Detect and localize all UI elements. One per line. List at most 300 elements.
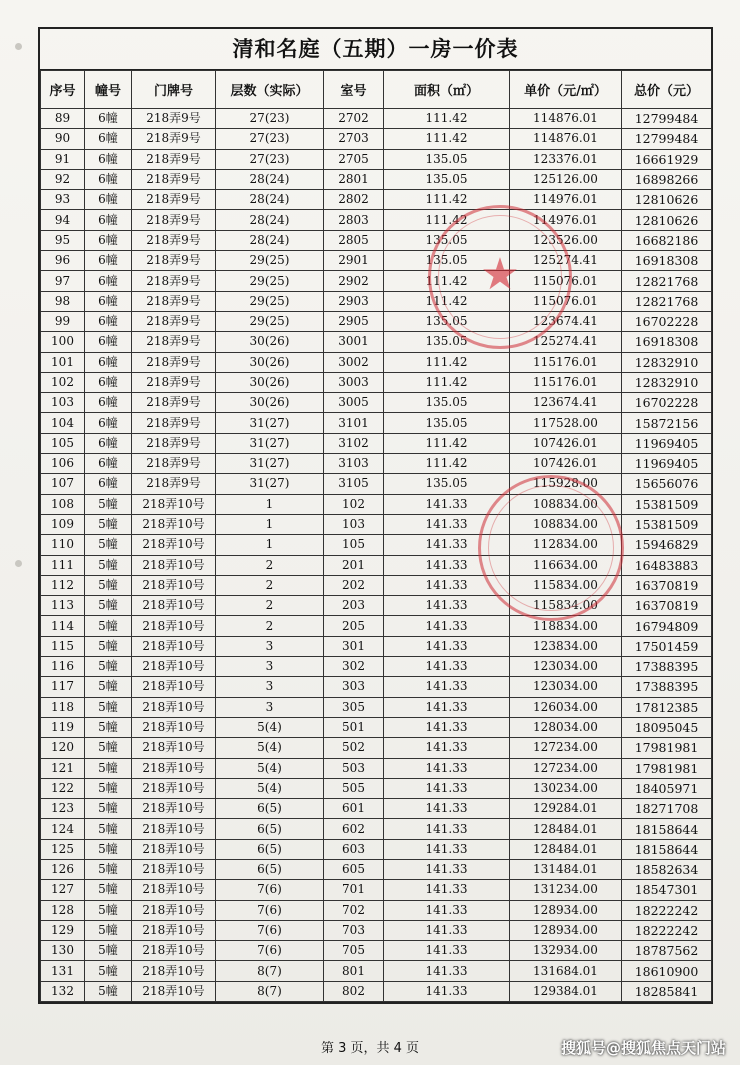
- cell-building: 6幢: [85, 210, 132, 230]
- table-row: [41, 413, 712, 433]
- cell-address: 218弄10号: [132, 778, 216, 798]
- cell-address: 218弄10号: [132, 738, 216, 758]
- cell-total-price: 18222242: [622, 920, 712, 940]
- cell-unit-price: 115928.00: [510, 474, 622, 494]
- cell-room: 302: [324, 657, 384, 677]
- cell-seq: 104: [41, 413, 85, 433]
- table-row: [41, 535, 712, 555]
- cell-room: 201: [324, 555, 384, 575]
- header-building: 幢号: [85, 71, 132, 109]
- cell-seq: 98: [41, 291, 85, 311]
- cell-room: 3005: [324, 393, 384, 413]
- cell-building: 5幢: [85, 616, 132, 636]
- table-row: [41, 169, 712, 189]
- cell-building: 5幢: [85, 596, 132, 616]
- cell-total-price: 16918308: [622, 251, 712, 271]
- cell-unit-price: 115834.00: [510, 596, 622, 616]
- cell-building: 6幢: [85, 372, 132, 392]
- cell-address: 218弄10号: [132, 819, 216, 839]
- cell-room: 2803: [324, 210, 384, 230]
- cell-area: 141.33: [384, 555, 510, 575]
- cell-unit-price: 115834.00: [510, 575, 622, 595]
- cell-address: 218弄10号: [132, 636, 216, 656]
- cell-unit-price: 127234.00: [510, 758, 622, 778]
- cell-building: 6幢: [85, 129, 132, 149]
- table-row: [41, 230, 712, 250]
- cell-total-price: 18787562: [622, 941, 712, 961]
- cell-floor: 3: [216, 697, 324, 717]
- cell-seq: 101: [41, 352, 85, 372]
- cell-area: 141.33: [384, 494, 510, 514]
- cell-building: 6幢: [85, 169, 132, 189]
- cell-address: 218弄10号: [132, 494, 216, 514]
- table-row: [41, 778, 712, 798]
- table-row: [41, 961, 712, 981]
- seal-star-icon: ★: [480, 248, 520, 300]
- cell-total-price: 12832910: [622, 352, 712, 372]
- cell-room: 2801: [324, 169, 384, 189]
- cell-total-price: 12810626: [622, 210, 712, 230]
- cell-address: 218弄9号: [132, 454, 216, 474]
- cell-area: 141.33: [384, 535, 510, 555]
- table-row: [41, 636, 712, 656]
- table-row: [41, 799, 712, 819]
- cell-building: 5幢: [85, 657, 132, 677]
- header-floor: 层数（实际）: [216, 71, 324, 109]
- cell-room: 2702: [324, 109, 384, 129]
- cell-address: 218弄10号: [132, 758, 216, 778]
- cell-room: 202: [324, 575, 384, 595]
- cell-room: 205: [324, 616, 384, 636]
- cell-unit-price: 123376.01: [510, 149, 622, 169]
- cell-area: 141.33: [384, 657, 510, 677]
- cell-room: 3002: [324, 352, 384, 372]
- table-row: [41, 332, 712, 352]
- cell-unit-price: 114876.01: [510, 109, 622, 129]
- cell-building: 5幢: [85, 677, 132, 697]
- cell-total-price: 17388395: [622, 657, 712, 677]
- cell-floor: 3: [216, 657, 324, 677]
- cell-seq: 95: [41, 230, 85, 250]
- page-footer: 第 3 页，共 4 页: [320, 1041, 420, 1056]
- cell-seq: 122: [41, 778, 85, 798]
- cell-unit-price: 123834.00: [510, 636, 622, 656]
- cell-seq: 119: [41, 717, 85, 737]
- cell-unit-price: 123674.41: [510, 393, 622, 413]
- cell-unit-price: 129284.01: [510, 799, 622, 819]
- cell-address: 218弄10号: [132, 799, 216, 819]
- cell-unit-price: 128934.00: [510, 900, 622, 920]
- cell-address: 218弄9号: [132, 251, 216, 271]
- cell-room: 603: [324, 839, 384, 859]
- cell-unit-price: 116634.00: [510, 555, 622, 575]
- cell-area: 141.33: [384, 717, 510, 737]
- table-row: [41, 514, 712, 534]
- header-unit-price: 单价（元/㎡）: [510, 71, 622, 109]
- cell-address: 218弄9号: [132, 291, 216, 311]
- cell-seq: 115: [41, 636, 85, 656]
- cell-total-price: 17981981: [622, 758, 712, 778]
- cell-room: 3001: [324, 332, 384, 352]
- cell-seq: 97: [41, 271, 85, 291]
- table-row: [41, 433, 712, 453]
- cell-building: 6幢: [85, 109, 132, 129]
- cell-seq: 113: [41, 596, 85, 616]
- cell-room: 2902: [324, 271, 384, 291]
- cell-seq: 123: [41, 799, 85, 819]
- table-row: [41, 372, 712, 392]
- cell-seq: 93: [41, 190, 85, 210]
- cell-address: 218弄10号: [132, 555, 216, 575]
- table-row: [41, 251, 712, 271]
- cell-area: 135.05: [384, 413, 510, 433]
- table-row: [41, 900, 712, 920]
- table-row: [41, 981, 712, 1001]
- cell-building: 5幢: [85, 941, 132, 961]
- cell-total-price: 18095045: [622, 717, 712, 737]
- cell-total-price: 17501459: [622, 636, 712, 656]
- cell-area: 111.42: [384, 190, 510, 210]
- cell-unit-price: 129384.01: [510, 981, 622, 1001]
- cell-seq: 92: [41, 169, 85, 189]
- cell-room: 705: [324, 941, 384, 961]
- table-title: 清和名庭（五期）一房一价表: [40, 29, 711, 70]
- cell-room: 802: [324, 981, 384, 1001]
- cell-area: 141.33: [384, 738, 510, 758]
- cell-building: 6幢: [85, 352, 132, 372]
- cell-total-price: 17812385: [622, 697, 712, 717]
- cell-seq: 124: [41, 819, 85, 839]
- cell-total-price: 17981981: [622, 738, 712, 758]
- cell-total-price: 18222242: [622, 900, 712, 920]
- cell-floor: 7(6): [216, 920, 324, 940]
- cell-total-price: 12821768: [622, 291, 712, 311]
- cell-area: 135.05: [384, 474, 510, 494]
- cell-area: 141.33: [384, 677, 510, 697]
- cell-seq: 117: [41, 677, 85, 697]
- cell-total-price: 18405971: [622, 778, 712, 798]
- cell-floor: 1: [216, 535, 324, 555]
- cell-address: 218弄9号: [132, 311, 216, 331]
- cell-floor: 2: [216, 616, 324, 636]
- cell-seq: 103: [41, 393, 85, 413]
- table-row: [41, 819, 712, 839]
- cell-seq: 116: [41, 657, 85, 677]
- cell-floor: 6(5): [216, 799, 324, 819]
- cell-building: 5幢: [85, 900, 132, 920]
- cell-floor: 5(4): [216, 758, 324, 778]
- table-row: [41, 596, 712, 616]
- cell-address: 218弄9号: [132, 109, 216, 129]
- cell-building: 5幢: [85, 555, 132, 575]
- cell-unit-price: 125274.41: [510, 332, 622, 352]
- cell-building: 5幢: [85, 981, 132, 1001]
- cell-address: 218弄10号: [132, 717, 216, 737]
- cell-floor: 31(27): [216, 433, 324, 453]
- cell-total-price: 12799484: [622, 129, 712, 149]
- cell-floor: 8(7): [216, 961, 324, 981]
- table-row: [41, 393, 712, 413]
- cell-building: 5幢: [85, 839, 132, 859]
- cell-room: 605: [324, 859, 384, 879]
- cell-unit-price: 131234.00: [510, 880, 622, 900]
- cell-seq: 127: [41, 880, 85, 900]
- cell-address: 218弄9号: [132, 393, 216, 413]
- cell-total-price: 15381509: [622, 494, 712, 514]
- cell-room: 301: [324, 636, 384, 656]
- cell-total-price: 11969405: [622, 454, 712, 474]
- cell-address: 218弄9号: [132, 352, 216, 372]
- cell-address: 218弄9号: [132, 474, 216, 494]
- cell-unit-price: 114876.01: [510, 129, 622, 149]
- cell-seq: 96: [41, 251, 85, 271]
- cell-seq: 126: [41, 859, 85, 879]
- cell-building: 6幢: [85, 311, 132, 331]
- cell-seq: 107: [41, 474, 85, 494]
- cell-floor: 3: [216, 677, 324, 697]
- cell-floor: 7(6): [216, 900, 324, 920]
- cell-seq: 91: [41, 149, 85, 169]
- cell-room: 203: [324, 596, 384, 616]
- cell-area: 135.05: [384, 332, 510, 352]
- cell-area: 111.42: [384, 433, 510, 453]
- table-row: [41, 880, 712, 900]
- cell-room: 602: [324, 819, 384, 839]
- cell-floor: 29(25): [216, 291, 324, 311]
- cell-floor: 30(26): [216, 332, 324, 352]
- cell-area: 141.33: [384, 859, 510, 879]
- cell-area: 141.33: [384, 880, 510, 900]
- cell-seq: 108: [41, 494, 85, 514]
- table-row: [41, 474, 712, 494]
- cell-building: 6幢: [85, 474, 132, 494]
- table-row: [41, 454, 712, 474]
- cell-area: 141.33: [384, 941, 510, 961]
- header-address: 门牌号: [132, 71, 216, 109]
- cell-seq: 125: [41, 839, 85, 859]
- cell-room: 2805: [324, 230, 384, 250]
- cell-room: 2802: [324, 190, 384, 210]
- cell-address: 218弄10号: [132, 941, 216, 961]
- cell-building: 6幢: [85, 332, 132, 352]
- cell-total-price: 16918308: [622, 332, 712, 352]
- cell-address: 218弄10号: [132, 880, 216, 900]
- cell-area: 141.33: [384, 819, 510, 839]
- cell-building: 5幢: [85, 636, 132, 656]
- table-row: [41, 738, 712, 758]
- header-seq: 序号: [41, 71, 85, 109]
- cell-address: 218弄10号: [132, 596, 216, 616]
- cell-address: 218弄10号: [132, 535, 216, 555]
- cell-total-price: 12810626: [622, 190, 712, 210]
- cell-seq: 132: [41, 981, 85, 1001]
- cell-floor: 5(4): [216, 778, 324, 798]
- cell-seq: 110: [41, 535, 85, 555]
- cell-seq: 102: [41, 372, 85, 392]
- cell-unit-price: 107426.01: [510, 454, 622, 474]
- cell-seq: 131: [41, 961, 85, 981]
- cell-unit-price: 126034.00: [510, 697, 622, 717]
- cell-total-price: 16483883: [622, 555, 712, 575]
- cell-address: 218弄9号: [132, 433, 216, 453]
- cell-room: 701: [324, 880, 384, 900]
- cell-unit-price: 128484.01: [510, 819, 622, 839]
- header-room: 室号: [324, 71, 384, 109]
- table-row: [41, 109, 712, 129]
- table-row: [41, 758, 712, 778]
- cell-total-price: 18158644: [622, 819, 712, 839]
- cell-unit-price: 128034.00: [510, 717, 622, 737]
- cell-area: 141.33: [384, 636, 510, 656]
- cell-address: 218弄10号: [132, 961, 216, 981]
- cell-building: 5幢: [85, 778, 132, 798]
- cell-area: 111.42: [384, 454, 510, 474]
- cell-floor: 28(24): [216, 230, 324, 250]
- table-row: [41, 129, 712, 149]
- cell-room: 703: [324, 920, 384, 940]
- cell-total-price: 16661929: [622, 149, 712, 169]
- cell-address: 218弄10号: [132, 839, 216, 859]
- cell-building: 5幢: [85, 738, 132, 758]
- cell-address: 218弄9号: [132, 271, 216, 291]
- cell-room: 303: [324, 677, 384, 697]
- cell-floor: 2: [216, 596, 324, 616]
- cell-floor: 27(23): [216, 149, 324, 169]
- header-total-price: 总价（元）: [622, 71, 712, 109]
- cell-floor: 28(24): [216, 190, 324, 210]
- cell-address: 218弄9号: [132, 413, 216, 433]
- cell-area: 141.33: [384, 758, 510, 778]
- cell-unit-price: 114976.01: [510, 190, 622, 210]
- cell-room: 501: [324, 717, 384, 737]
- cell-area: 135.05: [384, 230, 510, 250]
- cell-floor: 30(26): [216, 372, 324, 392]
- cell-building: 5幢: [85, 758, 132, 778]
- cell-seq: 128: [41, 900, 85, 920]
- cell-floor: 6(5): [216, 859, 324, 879]
- cell-room: 102: [324, 494, 384, 514]
- cell-total-price: 12832910: [622, 372, 712, 392]
- table-row: [41, 149, 712, 169]
- table-row: [41, 190, 712, 210]
- cell-seq: 89: [41, 109, 85, 129]
- cell-total-price: 15872156: [622, 413, 712, 433]
- cell-seq: 106: [41, 454, 85, 474]
- cell-floor: 7(6): [216, 880, 324, 900]
- cell-unit-price: 115076.01: [510, 271, 622, 291]
- table-row: [41, 555, 712, 575]
- cell-building: 5幢: [85, 920, 132, 940]
- cell-floor: 29(25): [216, 311, 324, 331]
- cell-room: 502: [324, 738, 384, 758]
- cell-unit-price: 128484.01: [510, 839, 622, 859]
- cell-seq: 100: [41, 332, 85, 352]
- cell-room: 601: [324, 799, 384, 819]
- cell-unit-price: 128934.00: [510, 920, 622, 940]
- cell-address: 218弄9号: [132, 372, 216, 392]
- cell-area: 141.33: [384, 981, 510, 1001]
- cell-unit-price: 125126.00: [510, 169, 622, 189]
- cell-seq: 111: [41, 555, 85, 575]
- cell-address: 218弄10号: [132, 514, 216, 534]
- table-row: [41, 839, 712, 859]
- cell-floor: 5(4): [216, 738, 324, 758]
- cell-unit-price: 131684.01: [510, 961, 622, 981]
- table-header-row: [41, 71, 712, 109]
- cell-total-price: 18610900: [622, 961, 712, 981]
- cell-building: 5幢: [85, 514, 132, 534]
- cell-building: 6幢: [85, 393, 132, 413]
- table-row: [41, 311, 712, 331]
- cell-address: 218弄10号: [132, 900, 216, 920]
- cell-floor: 5(4): [216, 717, 324, 737]
- cell-area: 135.05: [384, 311, 510, 331]
- cell-total-price: 17388395: [622, 677, 712, 697]
- cell-floor: 28(24): [216, 210, 324, 230]
- cell-area: 111.42: [384, 372, 510, 392]
- cell-building: 5幢: [85, 697, 132, 717]
- cell-unit-price: 115176.01: [510, 372, 622, 392]
- cell-area: 135.05: [384, 169, 510, 189]
- table-row: [41, 717, 712, 737]
- cell-building: 6幢: [85, 413, 132, 433]
- cell-building: 5幢: [85, 494, 132, 514]
- table-row: [41, 941, 712, 961]
- cell-unit-price: 118834.00: [510, 616, 622, 636]
- table-row: [41, 697, 712, 717]
- cell-unit-price: 132934.00: [510, 941, 622, 961]
- cell-total-price: 18582634: [622, 859, 712, 879]
- cell-area: 135.05: [384, 393, 510, 413]
- cell-area: 111.42: [384, 291, 510, 311]
- cell-floor: 30(26): [216, 352, 324, 372]
- table-row: [41, 352, 712, 372]
- punch-hole: [15, 560, 22, 567]
- cell-total-price: 18547301: [622, 880, 712, 900]
- cell-area: 111.42: [384, 271, 510, 291]
- cell-floor: 8(7): [216, 981, 324, 1001]
- cell-area: 141.33: [384, 778, 510, 798]
- cell-seq: 105: [41, 433, 85, 453]
- cell-seq: 130: [41, 941, 85, 961]
- cell-unit-price: 112834.00: [510, 535, 622, 555]
- cell-unit-price: 123034.00: [510, 677, 622, 697]
- cell-total-price: 18271708: [622, 799, 712, 819]
- cell-address: 218弄10号: [132, 697, 216, 717]
- cell-address: 218弄9号: [132, 169, 216, 189]
- cell-address: 218弄10号: [132, 920, 216, 940]
- cell-floor: 31(27): [216, 413, 324, 433]
- table-row: [41, 575, 712, 595]
- cell-floor: 3: [216, 636, 324, 656]
- cell-unit-price: 131484.01: [510, 859, 622, 879]
- cell-total-price: 16898266: [622, 169, 712, 189]
- cell-seq: 114: [41, 616, 85, 636]
- cell-total-price: 11969405: [622, 433, 712, 453]
- cell-total-price: 16702228: [622, 393, 712, 413]
- cell-unit-price: 114976.01: [510, 210, 622, 230]
- cell-address: 218弄10号: [132, 981, 216, 1001]
- cell-building: 6幢: [85, 149, 132, 169]
- cell-address: 218弄10号: [132, 657, 216, 677]
- cell-seq: 94: [41, 210, 85, 230]
- cell-room: 3101: [324, 413, 384, 433]
- cell-total-price: 15656076: [622, 474, 712, 494]
- cell-total-price: 16370819: [622, 596, 712, 616]
- cell-total-price: 16370819: [622, 575, 712, 595]
- cell-building: 5幢: [85, 535, 132, 555]
- cell-unit-price: 117528.00: [510, 413, 622, 433]
